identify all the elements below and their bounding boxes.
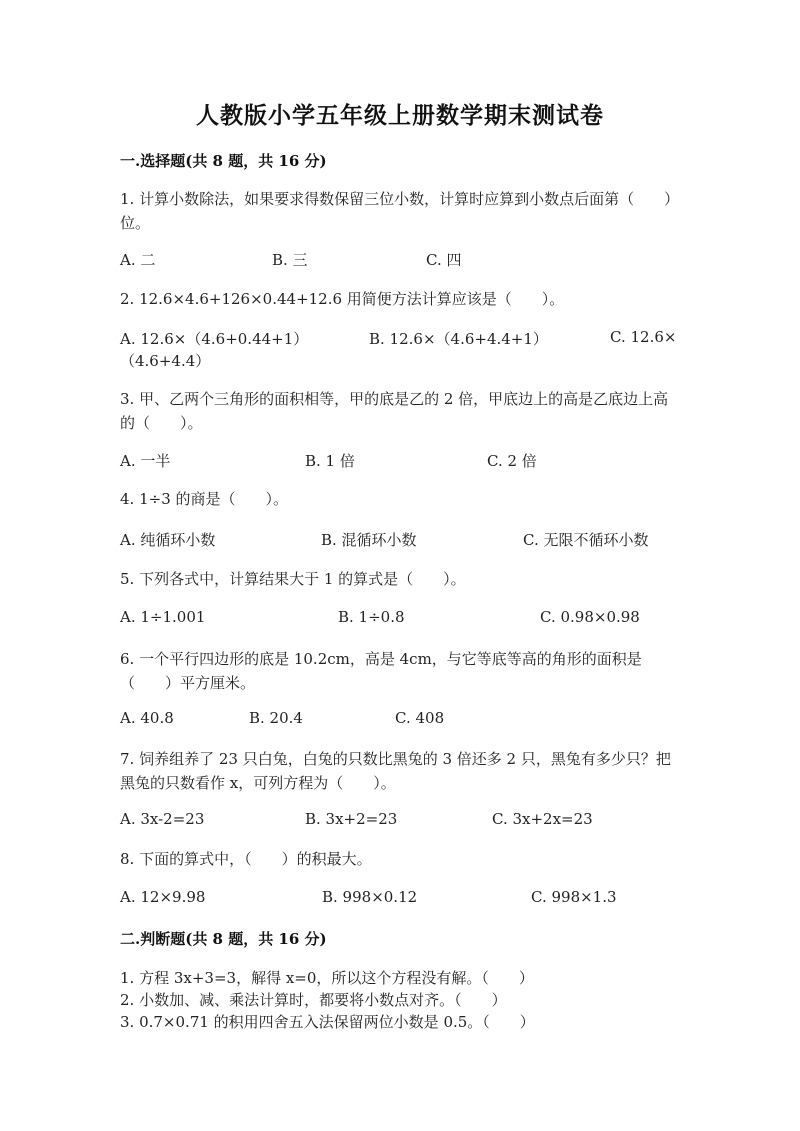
q3-option-b: B. 1 倍	[305, 452, 355, 470]
q1-option-a: A. 二	[120, 251, 156, 269]
section-header-judgment: 二.判断题(共 8 题，共 16 分)	[120, 930, 327, 948]
question-2: 2. 12.6×4.6+126×0.44+12.6 用简便方法计算应该是（ ）。	[120, 290, 565, 308]
q2-option-c-continued: （4.6+4.4）	[120, 352, 211, 370]
page-title: 人教版小学五年级上册数学期末测试卷	[196, 102, 604, 129]
question-5: 5. 下列各式中，计算结果大于 1 的算式是（ ）。	[120, 570, 466, 588]
q8-option-c: C. 998×1.3	[531, 888, 617, 906]
q3-option-c: C. 2 倍	[487, 452, 537, 470]
question-8: 8. 下面的算式中，（ ）的积最大。	[120, 850, 372, 868]
judgment-item-1: 1. 方程 3x+3=3，解得 x=0，所以这个方程没有解。（ ）	[120, 969, 534, 987]
q5-option-b: B. 1÷0.8	[338, 608, 405, 626]
question-6: 6. 一个平行四边形的底是 10.2cm，高是 4cm，与它等底等高的角形的面积是（ ）平方厘米。	[120, 650, 642, 692]
q3-option-a: A. 一半	[120, 452, 171, 470]
q4-option-c: C. 无限不循环小数	[523, 531, 649, 549]
q6-option-b: B. 20.4	[249, 709, 303, 727]
q2-option-b: B. 12.6×（4.6+4.4+1）	[369, 330, 548, 348]
q2-option-c: C. 12.6×	[610, 328, 677, 346]
question-4: 4. 1÷3 的商是（ ）。	[120, 490, 289, 508]
q6-option-c: C. 408	[395, 709, 445, 727]
q7-option-c: C. 3x+2x=23	[492, 810, 593, 828]
q8-option-a: A. 12×9.98	[120, 888, 206, 906]
q1-option-c: C. 四	[426, 251, 462, 269]
section-header-choice: 一.选择题(共 8 题，共 16 分)	[120, 152, 327, 170]
question-1: 1. 计算小数除法，如果要求得数保留三位小数，计算时应算到小数点后面第（ ）位。	[120, 190, 680, 232]
question-3: 3. 甲、乙两个三角形的面积相等，甲的底是乙的 2 倍，甲底边上的高是乙底边上高的（ ）。	[120, 390, 669, 432]
q5-option-a: A. 1÷1.001	[120, 608, 206, 626]
q2-option-a: A. 12.6×（4.6+0.44+1）	[120, 330, 309, 348]
question-7: 7. 饲养组养了 23 只白兔，白兔的只数比黑兔的 3 倍还多 2 只，黑兔有多少只？把黑兔的只数看作 x，可列方程为（ ）。	[120, 750, 671, 792]
q4-option-a: A. 纯循环小数	[120, 531, 216, 549]
q4-option-b: B. 混循环小数	[321, 531, 417, 549]
q5-option-c: C. 0.98×0.98	[540, 608, 640, 626]
judgment-item-2: 2. 小数加、减、乘法计算时，都要将小数点对齐。（ ）	[120, 991, 507, 1009]
q6-option-a: A. 40.8	[120, 709, 174, 727]
judgment-item-3: 3. 0.7×0.71 的积用四舍五入法保留两位小数是 0.5。（ ）	[120, 1013, 535, 1031]
q8-option-b: B. 998×0.12	[322, 888, 418, 906]
q7-option-a: A. 3x-2=23	[120, 810, 205, 828]
q7-option-b: B. 3x+2=23	[305, 810, 398, 828]
q1-option-b: B. 三	[272, 251, 308, 269]
